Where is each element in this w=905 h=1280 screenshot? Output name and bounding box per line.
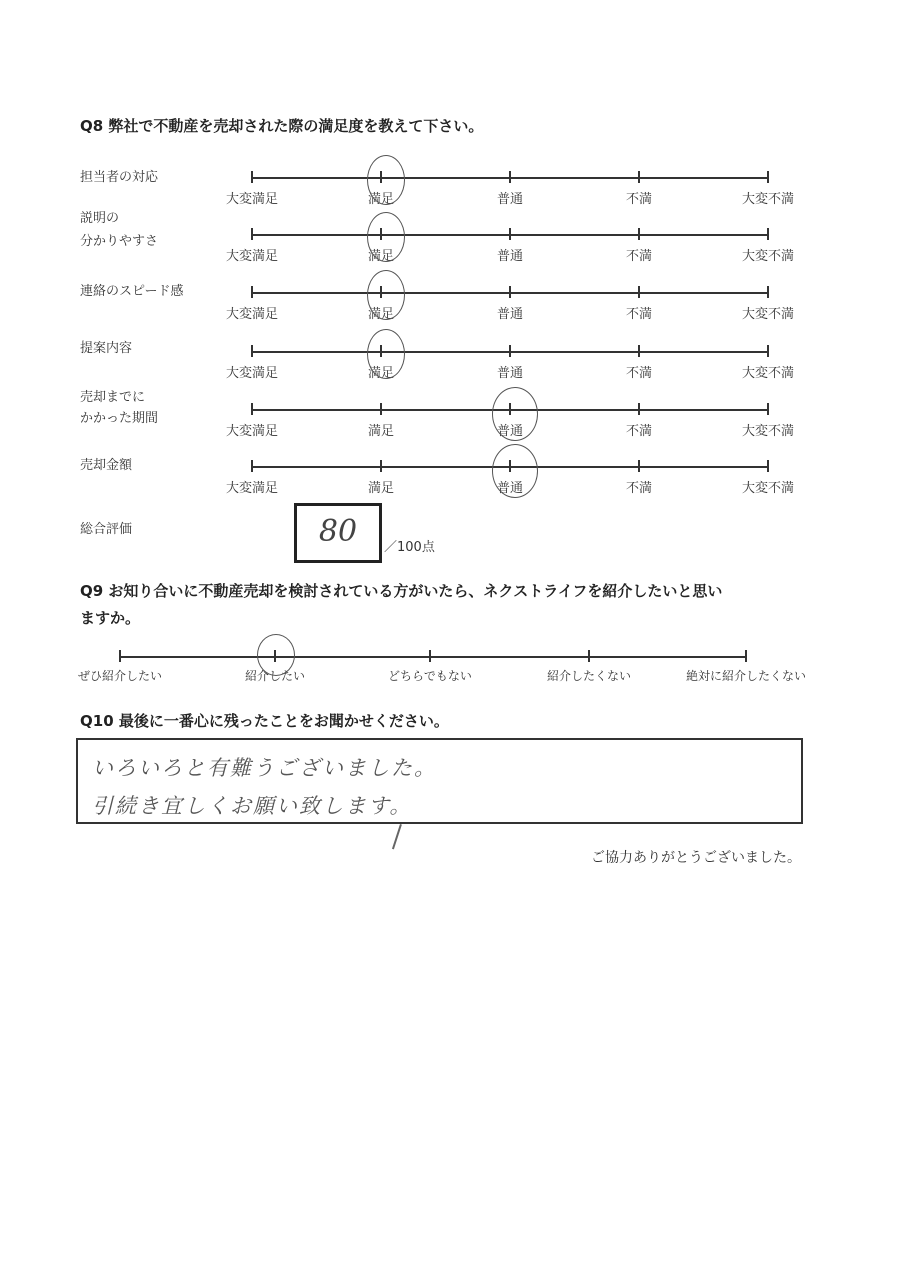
scale-tick[interactable] [251,286,253,298]
scale-tick[interactable] [638,171,640,183]
scale-tick[interactable] [767,460,769,472]
rating-option[interactable]: 不満 [625,366,653,381]
row-label: 売却までに [80,390,146,405]
rating-option[interactable]: 満足 [367,249,395,264]
scale-tick[interactable] [588,650,590,662]
rating-option[interactable]: 不満 [625,307,653,322]
scale-tick[interactable] [638,228,640,240]
rating-scale [225,286,795,330]
recommend-option[interactable]: どちらでもない [388,669,472,683]
recommend-option[interactable]: 絶対に紹介したくない [685,669,807,683]
overall-label: 総合評価 [80,522,133,537]
rating-scale [225,345,795,389]
rating-option[interactable]: 満足 [367,307,395,322]
thanks-text: ご協力ありがとうございました。 [591,850,801,866]
selected-circle-mark [367,329,405,379]
scale-tick[interactable] [767,403,769,415]
row-label: 分かりやすさ [80,234,159,249]
rating-option[interactable]: 不満 [625,481,653,496]
overall-score-box[interactable] [294,503,382,563]
rating-option[interactable]: 満足 [367,481,395,496]
row-label: 提案内容 [80,341,133,356]
scale-tick[interactable] [509,228,511,240]
q8-title: Q8 弊社で不動産を売却された際の満足度を教えて下さい。 [80,117,484,135]
rating-option[interactable]: 満足 [367,424,395,439]
q9-title-line1: Q9 お知り合いに不動産売却を検討されている方がいたら、ネクストライフを紹介したいと思い [80,582,723,600]
rating-option[interactable]: 大変満足 [225,366,279,381]
selected-circle-mark [367,270,405,320]
rating-option[interactable]: 不満 [625,192,653,207]
row-label: 売却金額 [80,458,133,473]
selected-circle-mark [367,155,405,205]
selected-circle-mark [257,634,295,676]
scale-tick[interactable] [638,460,640,472]
scale-tick[interactable] [638,345,640,357]
rating-option[interactable]: 不満 [625,424,653,439]
rating-scale [225,228,795,272]
rating-option[interactable]: 大変不満 [741,192,795,207]
scale-tick[interactable] [767,171,769,183]
rating-option[interactable]: 普通 [496,192,524,207]
row-label: 説明の [80,211,120,226]
rating-option[interactable]: 普通 [496,481,524,496]
q9-scale [77,650,807,690]
rating-option[interactable]: 不満 [625,249,653,264]
rating-scale [225,171,795,215]
scale-tick[interactable] [119,650,121,662]
scale-tick[interactable] [745,650,747,662]
rating-option[interactable]: 満足 [367,192,395,207]
selected-circle-mark [367,212,405,262]
scale-tick[interactable] [251,403,253,415]
scale-tick[interactable] [767,286,769,298]
scale-tick[interactable] [509,171,511,183]
rating-scale [225,460,795,504]
rating-option[interactable]: 大変満足 [225,192,279,207]
scale-line [120,656,746,658]
scale-tick[interactable] [380,403,382,415]
rating-option[interactable]: 大変不満 [741,307,795,322]
recommend-option[interactable]: ぜひ紹介したい [77,669,163,683]
rating-option[interactable]: 大変満足 [225,481,279,496]
pen-stroke [392,824,401,849]
recommend-option[interactable]: 紹介したくない [546,669,632,683]
rating-option[interactable]: 大変不満 [741,249,795,264]
scale-tick[interactable] [638,286,640,298]
scale-tick[interactable] [509,286,511,298]
rating-option[interactable]: 満足 [367,366,395,381]
rating-option[interactable]: 大変不満 [741,481,795,496]
comment-box[interactable] [76,738,803,824]
rating-option[interactable]: 普通 [496,307,524,322]
scale-tick[interactable] [638,403,640,415]
overall-score-suffix: ／100点 [384,540,435,555]
scale-tick[interactable] [429,650,431,662]
q9-title-line2: ますか。 [80,609,141,627]
selected-circle-mark [492,444,538,498]
comment-line-1: いろいろと有難うございました。 [92,756,437,780]
rating-option[interactable]: 大変不満 [741,366,795,381]
row-label: かかった期間 [80,411,159,426]
selected-circle-mark [492,387,538,441]
overall-score-value: 80 [318,514,358,549]
rating-option[interactable]: 大変不満 [741,424,795,439]
rating-option[interactable]: 大変満足 [225,307,279,322]
rating-option[interactable]: 大変満足 [225,249,279,264]
row-label: 担当者の対応 [80,170,159,185]
scale-tick[interactable] [767,228,769,240]
scale-tick[interactable] [251,345,253,357]
comment-line-2: 引続き宜しくお願い致します。 [92,794,413,818]
row-label: 連絡のスピード感 [80,284,184,299]
q10-title: Q10 最後に一番心に残ったことをお聞かせください。 [80,712,449,730]
scale-tick[interactable] [509,345,511,357]
scale-tick[interactable] [251,171,253,183]
recommend-option[interactable]: 紹介したい [244,669,306,683]
rating-option[interactable]: 大変満足 [225,424,279,439]
scale-tick[interactable] [380,460,382,472]
scale-tick[interactable] [767,345,769,357]
rating-option[interactable]: 普通 [496,249,524,264]
rating-scale [225,403,795,447]
scale-tick[interactable] [251,460,253,472]
scale-tick[interactable] [251,228,253,240]
rating-option[interactable]: 普通 [496,366,524,381]
rating-option[interactable]: 普通 [496,424,524,439]
